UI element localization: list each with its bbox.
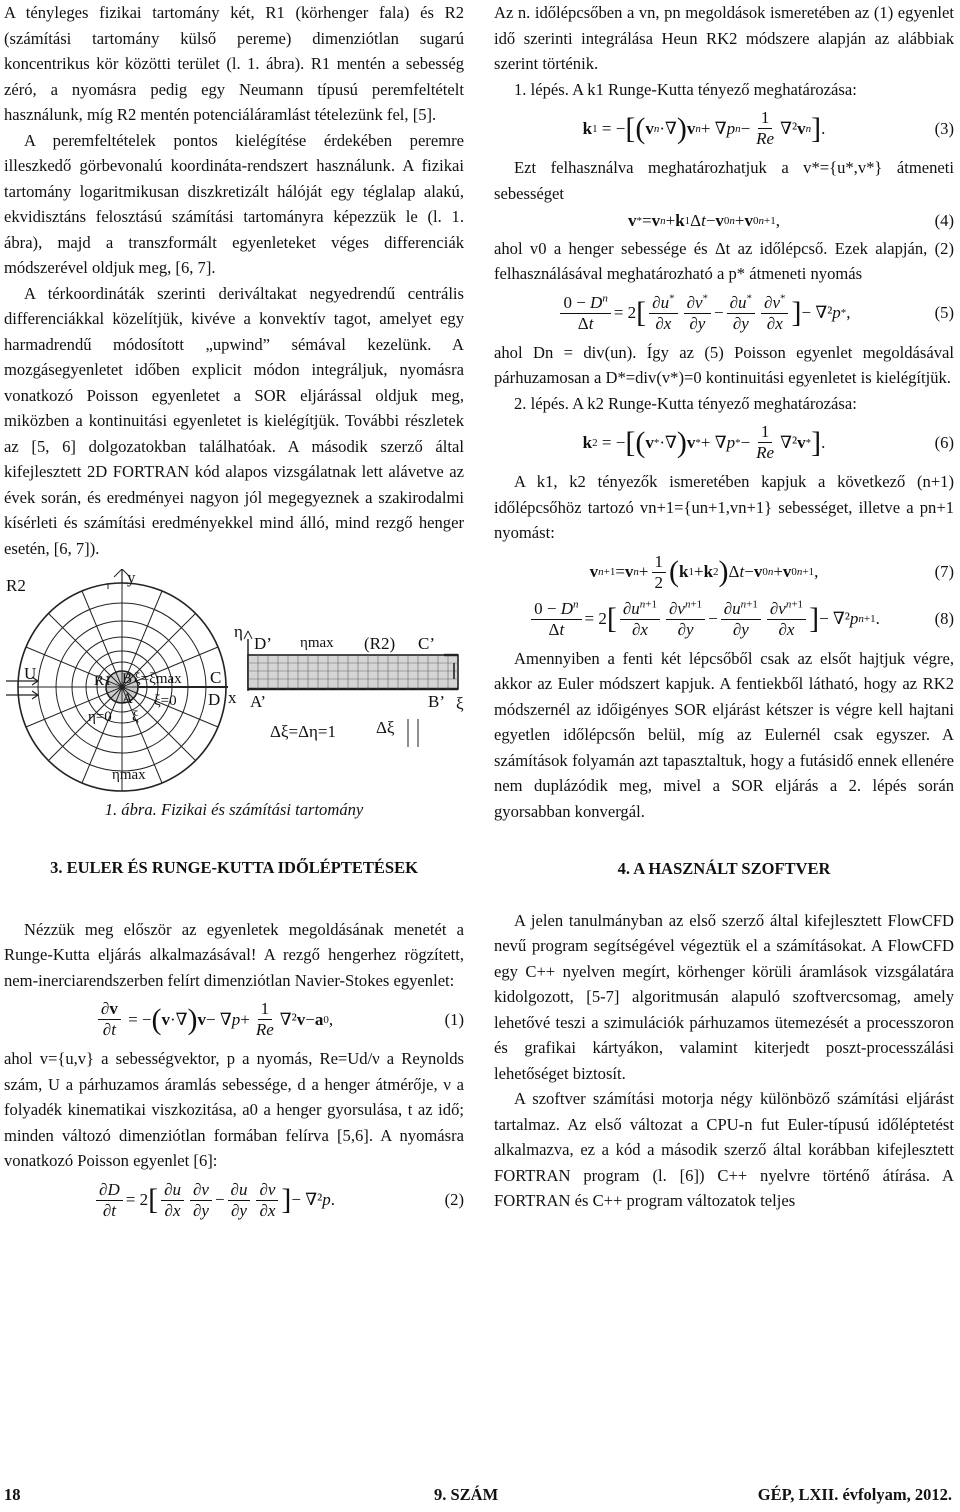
equation-5 [494, 293, 954, 334]
label-eta-max-left: ηmax [112, 767, 146, 783]
equation-7-number: (7) [934, 562, 954, 582]
journal-volume: GÉP, LXII. évfolyam, 2012. [757, 1485, 952, 1504]
step-1-heading: 1. lépés. A k1 Runge-Kutta tényező meghatározása: [514, 79, 857, 99]
figure-caption: 1. ábra. Fizikai és számítási tartomány [104, 800, 364, 819]
paragraph-variables: ahol v={u,v} a sebességvektor, p a nyomás, Re=Ud/ν a Reynolds szám, U a párhuzamos áramlás sebessége, d a henger átmérője, ν a folyadék kinematikai viszkozitása, a0 a henger gyorsulása, t az idő; minden változó dimenziótlan formában felírva [5,6]. A nyomásra vonatkozó Poisson egyenlet [6]: [4, 1049, 464, 1170]
label-c: C [210, 668, 222, 687]
equation-8 [494, 599, 954, 640]
paragraph-flowcfd: A jelen tanulmányban az első szerző által kifejlesztett FlowCFD nevű program segítségével végeztük el a számításokat. A FlowCFD egy C++ nyelven megírt, körhenger körüli áramlások vizsgálatára kidolgozott, [5-7] algoritmusán alapuló szoftvercsomag, amely lehetővé teszi a szimulációk párhuzamos ütemezését a processzoron és grafikai kártyákon, valamint kiterjedt poszt-processzálási lehetőséget biztosít. [494, 910, 954, 1083]
equation-2-math: $\frac{\partial D}{\partial t}$ = 2 [ $\frac{\partial u}{\partial x}$ $\frac{\partial v}{\partial y}$ − $\frac{\partial u}{\partial y}$ $\frac{\partial v}{\partial x}$ ] − ∇² p . [4, 1180, 424, 1221]
equation-2-number: (2) [444, 1190, 464, 1210]
step-2-heading: 2. lépés. A k2 Runge-Kutta tényező meghatározása: [514, 393, 857, 413]
equation-7 [494, 552, 954, 593]
section-4-title: 4. A HASZNÁLT SZOFTVER [617, 859, 831, 878]
equation-1-number: (1) [444, 1009, 464, 1029]
equation-3-number: (3) [934, 118, 954, 138]
label-y: y [127, 568, 136, 587]
equation-8-number: (8) [934, 609, 954, 629]
equation-4-math: v * = v n + k 1 Δ t − v 0 n + v 0 n+1 , [628, 211, 780, 230]
label-xi-axis: ξ [456, 694, 464, 713]
figure-labels [4, 569, 464, 794]
label-u: U [24, 664, 37, 683]
paragraph-discretization: A térkoordináták szerinti deriváltakat negyedrendű centrális differenciákkal közelítjük, kivéve a konvektív tagot, amelyet egy harmadrendű módosított „upwind” sémával kezelünk. A mozgásegyenletet időben explicit módon integráljuk, nyomásra vonatkozó Poisson egyenletet a SOR eljárással oldjuk meg, miközben a kontinuitási egyenletet is kielégítjük. További részletek az [5, 6] dolgozatokban találhatóak. A második szerző által kifejlesztett 2D FORTRAN kód alapos vizsgálatnak lett alávetve az évek során, és eredményei nagyon jól megegyeznek a szakirodalmi kísérleti és számítási eredményekkel mind álló, mind rezgő henger esetén, [6, 7]). [4, 283, 464, 558]
label-r1: R1 [94, 673, 112, 689]
label-xi: ξ [132, 709, 139, 725]
equation-1-math: $\frac{\partial v}{\partial t}$ = − ( v ·∇ ) v − ∇ p + $\frac{1}{Re}$ ∇² v − a 0 , [4, 999, 424, 1040]
label-r2-paren: (R2) [364, 634, 396, 653]
label-r2: R2 [6, 576, 26, 595]
paragraph-intermediate-pressure: ahol v0 a henger sebessége és Δt az időlépcső. Ezek alapján, (2) felhasználásával meghatározható a p* átmeneti nyomás [494, 238, 954, 283]
equation-6 [494, 422, 954, 463]
paragraph-next-step: A k1, k2 tényezők ismeretében kapjuk a következő (n+1) időlépcsőhöz tartozó vn+1={un+1,vn+1} sebességet, illetve a pn+1 nyomást: [494, 472, 954, 542]
equation-3 [494, 108, 954, 149]
equation-6-number: (6) [934, 432, 954, 452]
label-eta-max-top: ηmax [300, 635, 334, 651]
paragraph-engine: A szoftver számítási motorja négy különböző számítási eljárást tartalmaz. Az első változat a CPU-n fut Euler-típusú időléptetést alkalmazva, ez a kód a második szerző által korábban kifejlesztett FORTRAN program (l. [6]) C++ nyelvre történő átírása. A FORTRAN és C++ program változatok teljes [494, 1089, 954, 1210]
label-xi-zero: ξ=0 [154, 693, 177, 709]
page-number: 18 [4, 1485, 21, 1504]
label-eta-axis: η [234, 622, 243, 641]
right-column [494, 0, 954, 1214]
figure-domains [4, 569, 464, 827]
equation-7-math: v n+1 = v n + $\frac{1}{2}$ ( k 1 + k 2 ) Δ t − v 0 n + v 0 n+1 , [589, 551, 819, 592]
paragraph-euler-comparison: Amennyiben a fenti két lépcsőből csak az elsőt hajtjuk végre, akkor az Euler módszert kapjuk. A fentiekből látható, hogy az RK2 módszernél az időigényes SOR eljárást kétszer is végre kell hajtani egyetlen időlépcsőn belül, míg az Eulernél csak egyszer. A számítások folyamán azt tapasztaltuk, hogy a futásidő ennek ellenére nem duplázódik meg, mivel a SOR eljárás a 2. lépés során gyorsabban konvergál. [494, 648, 954, 821]
label-dxi: Δξ [376, 718, 395, 737]
equation-6-math: k 2 = − [ ( v * ·∇ ) v * + ∇ p * − $\frac{1}{Re}$ ∇² v * ] . [582, 422, 826, 462]
paragraph-continuity: ahol Dn = div(un). Így az (5) Poisson egyenlet megoldásával párhuzamosan a D*=div(v*)=0 kontinuitási egyenletet is kielégítjük. [494, 342, 954, 387]
paragraph-navier-stokes-intro: Nézzük meg először az egyenletek megoldásának menetét a Runge-Kutta eljárás alkalmazásával! A rezgő hengerhez rögzített, nem-inerciarendszerben felírt dimenziótlan Navier-Stokes egyenlet: [4, 919, 464, 990]
equation-2 [4, 1180, 464, 1221]
paragraph-heun-intro: Az n. időlépcsőben a vn, pn megoldások ismeretében az (1) egyenlet idő szerinti integrálása Heun RK2 módszere alapján az alábbiak szerint történik. [494, 3, 954, 73]
section-3-title: 3. EULER ÉS RUNGE-KUTTA IDŐLÉPTETÉSEK [50, 858, 418, 877]
paragraph-domain: A tényleges fizikai tartomány két, R1 (körhenger fala) és R2 (számítási tartomány külső pereme) dimenziótlan sugarú koncentrikus kör közötti terület (l. 1. ábra). R1 mentén a sebesség zéró, a nyomásra pedig egy Neumann típusú peremfeltételt használunk, míg R2 mentén potenciáláramlást tételezünk fel, [5]. [4, 3, 464, 124]
label-a-prime: A’ [250, 692, 267, 711]
label-x: x [228, 688, 237, 707]
issue-number: 9. SZÁM [434, 1485, 499, 1504]
equation-8-math: $\frac{0 - D^n}{\Delta t}$ = 2 [ $\frac{\partial u^{n+1}}{\partial x}$ $\frac{\partial v^{n+1}}{\partial y}$ − $\frac{\partial u^{n+1}}{\partial y}$ $\frac{\partial v^{n+1}}{\partial x}$ ] − ∇² p n+1 . [494, 599, 914, 640]
left-column [4, 0, 464, 1227]
label-d: D [208, 690, 221, 709]
label-a: A [122, 691, 133, 707]
label-xi-max: ξ=ξmax [134, 671, 182, 687]
label-b-prime: B’ [428, 692, 445, 711]
paragraph-intermediate-velocity: Ezt felhasználva meghatározhatjuk a v*={u*,v*} átmeneti sebességet [494, 158, 954, 203]
equation-3-math: k 1 = − [ ( v n ·∇ ) v n + ∇ p n − $\frac{1}{Re}$ ∇² v n ] . [582, 108, 826, 148]
paragraph-coordinates: A peremfeltételek pontos kielégítése érdekében peremre illeszkedő görbevonalú koordináta-rendszert használunk. A fizikai tartomány logaritmikusan diszkretizált hálóját egy téglalap alakú, ekvidisztáns felosztású számítási tartományra képezzük le (l. 1. ábra), majd a transzformált egyenleteket véges differenciák módszerével oldjuk meg, [6, 7]. [4, 130, 464, 277]
page-footer [0, 1482, 960, 1508]
label-c-prime: C’ [418, 634, 435, 653]
equation-4-number: (4) [934, 211, 954, 230]
label-dxi-deta: Δξ=Δη=1 [270, 722, 337, 741]
label-eta-zero: η=0 [88, 709, 112, 725]
equation-5-math: $\frac{0 - D^n}{\Delta t}$ = 2 [ $\frac{\partial u^*}{\partial x}$ $\frac{\partial v^*}{\partial y}$ − $\frac{\partial u^*}{\partial y}$ $\frac{\partial v^*}{\partial x}$ ] − ∇² p * , [494, 293, 914, 334]
equation-1 [4, 999, 464, 1040]
equation-5-number: (5) [934, 303, 954, 323]
label-b: B [122, 671, 133, 687]
equation-4 [494, 208, 954, 234]
label-d-prime: D’ [254, 634, 272, 653]
